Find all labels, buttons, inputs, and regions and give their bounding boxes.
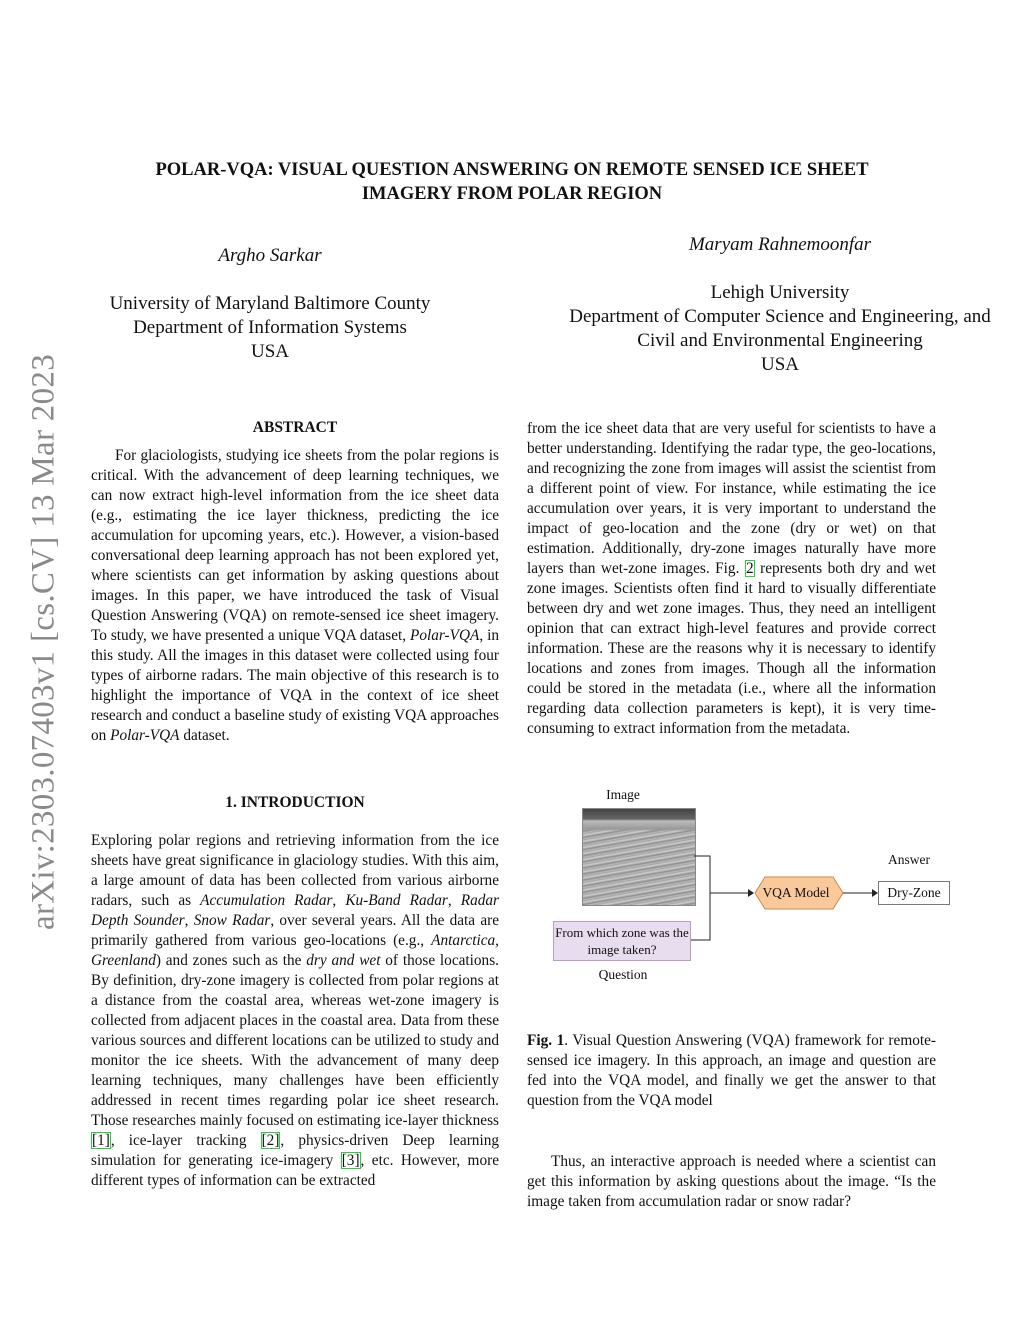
image-to-model-arrow	[694, 856, 748, 893]
radar-name: Radar Depth Sounder	[91, 892, 499, 929]
paper-title-line-1: POLAR-VQA: VISUAL QUESTION ANSWERING ON REMOTE SENSED ICE SHEET	[155, 160, 869, 180]
author-1-name: Argho Sarkar	[218, 245, 322, 266]
affiliation-line: Department of Computer Science and Engineering, and	[569, 306, 991, 327]
caption-prefix: Fig. 1	[527, 1032, 565, 1049]
citation-link-3[interactable]: [3]	[341, 1152, 360, 1169]
vqa-model-label: VQA Model	[762, 885, 830, 900]
right-column-paragraph-1: from the ice sheet data that are very useful for scientists to have a better understanding. Identifying the radar type, the geo-locations, and recognizing the zone from images will assist the scientist from a different point of view. For instance, while estimating the ice accumulation over years, it is very important to understand the impact of geo-location and the zone (dry or wet) on that estimation. Additionally, dry-zone images naturally have more layers than wet-zone images. Fig. 2 represents both dry and wet zone images. Scientists often find it hard to visually differentiate between dry and wet zone images. Thus, they need an intelligent opinion that can extract high-level features and provide correct information. These are the reasons why it is necessary to identify locations and zones from images. Though all the information could be stored in the metadata (i.e., where all the information regarding data collection parameters is kept), it is very time-consuming to extract information from the metadata.	[527, 420, 936, 737]
answer-box: Dry-Zone	[878, 881, 950, 905]
citation-link-1[interactable]: [1]	[92, 1132, 110, 1149]
radar-name: Snow Radar	[193, 912, 271, 929]
figure-image-label: Image	[606, 787, 640, 802]
affiliation-line: Civil and Environmental Engineering	[637, 330, 923, 351]
question-to-model-line	[691, 893, 710, 940]
location-examples: Antarctica, Greenland	[91, 932, 499, 969]
author-2-affiliation	[530, 281, 1024, 377]
affiliation-line: University of Maryland Baltimore County	[109, 293, 431, 314]
dataset-name: Polar-VQA	[410, 627, 480, 644]
affiliation-line: Department of Information Systems	[133, 317, 407, 338]
abstract-body: For glaciologists, studying ice sheets from the polar regions is critical. With the advancement of deep learning techniques, we can now extract high-level information from the ice sheet data (e.g., estimating the ice layer thickness, predicting the ice accumulation for upcoming years, etc.). However, a vision-based conversational deep learning approach has not been explored yet, where scientists can get information by asking questions about images. In this paper, we have introduced the task of Visual Question Answering (VQA) on remote-sensed ice sheet imagery. To study, we have presented a unique VQA dataset, Polar-VQA, in this study. All the images in this dataset were collected using four types of airborne radars. The main objective of this research is to highlight the importance of VQA in the context of ice sheet research and conduct a baseline study of existing VQA approaches on Polar-VQA dataset.	[91, 447, 499, 744]
affiliation-line: USA	[250, 341, 289, 362]
dataset-name: Polar-VQA	[110, 727, 180, 744]
paper-title	[100, 158, 924, 206]
right-column-paragraph-2: Thus, an interactive approach is needed where a scientist can get this information by asking questions about the image. “Is the image taken from accumulation radar or snow radar?	[527, 1153, 936, 1210]
question-box	[553, 921, 691, 961]
introduction-body: Exploring polar regions and retrieving information from the ice sheets have great significance in glaciology studies. With this aim, a large amount of data has been collected from various airborne radars, such as Accumulation Radar, Ku-Band Radar, Radar Depth Sounder, Snow Radar, over several years. All the data are primarily gathered from various geo-locations (e.g., Antarctica, Greenland) and zones such as the dry and wet of those locations. By definition, dry-zone imagery is collected from polar regions at a distance from the coastal area, whereas wet-zone imagery is collected from adjacent places in the coastal area. Data from these various sources and different locations can be utilized to study and monitor the ice sheets. With the advancement of many deep learning techniques, many challenges have been efficiently addressed in recent times regarding polar ice sheet research. Those researches mainly focused on estimating ice-layer thickness [1], ice-layer tracking [2], physics-driven Deep learning simulation for generating ice-imagery [3], etc. However, more different types of information can be extracted	[91, 832, 500, 1189]
radar-name: Ku-Band Radar	[345, 892, 448, 909]
arrowhead-icon	[748, 889, 754, 897]
citation-link-2[interactable]: [2]	[261, 1132, 280, 1149]
radar-name: Accumulation Radar	[200, 892, 333, 909]
arxiv-identifier: arXiv:2303.07403v1 [cs.CV] 13 Mar 2023	[25, 354, 62, 930]
paper-title-line-2: IMAGERY FROM POLAR REGION	[361, 184, 663, 204]
author-1-affiliation	[70, 292, 470, 364]
answer-label: Answer	[888, 852, 930, 867]
figure-2-link[interactable]: 2	[745, 560, 754, 577]
affiliation-line: Lehigh University	[710, 282, 850, 303]
affiliation-line: USA	[760, 354, 799, 375]
figure-1-caption: Fig. 1. Visual Question Answering (VQA) framework for remote-sensed ice imagery. In this approach, an image and question are fed into the VQA model, and finally we get the answer to that question from the VQA model	[527, 1032, 936, 1109]
question-label: Question	[598, 967, 648, 982]
abstract-heading: ABSTRACT	[252, 419, 338, 436]
author-2-name: Maryam Rahnemoonfar	[688, 234, 872, 255]
question-text: From which zone was the image taken?	[555, 925, 689, 957]
introduction-heading: 1. INTRODUCTION	[225, 794, 365, 811]
zone-names: dry and wet	[306, 952, 381, 969]
